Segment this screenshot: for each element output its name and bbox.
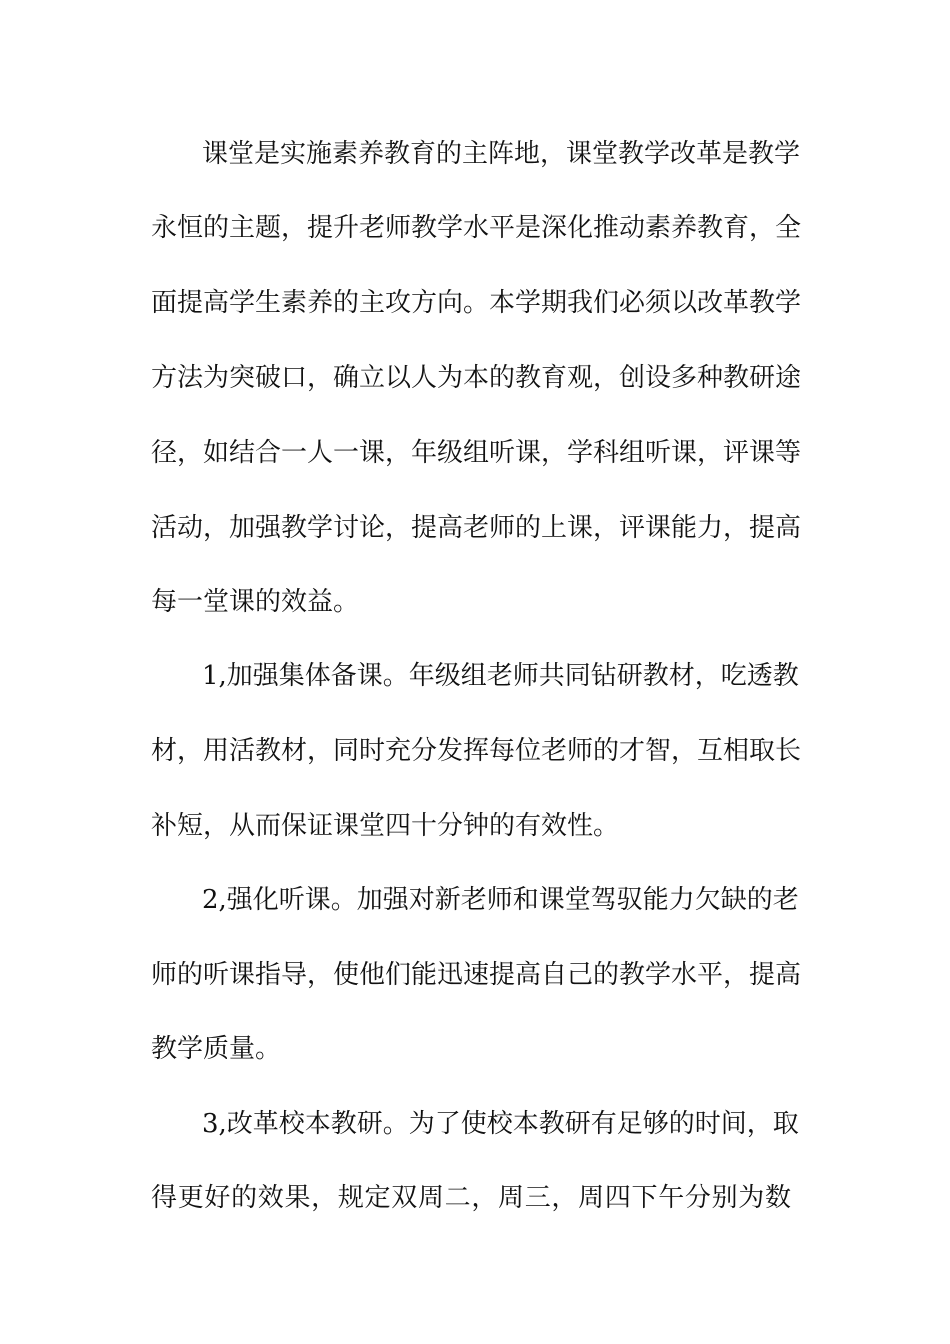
paragraph-3-line-1: 2,强化听课。加强对新老师和课堂驾驭能力欠缺的老 bbox=[202, 885, 799, 915]
paragraph-1-line-1: 课堂是实施素养教育的主阵地，课堂教学改革是教学 bbox=[202, 139, 801, 169]
paragraph-4-line-2: 得更好的效果，规定双周二，周三，周四下午分别为数 bbox=[151, 1183, 791, 1213]
paragraph-2-line-3: 补短，从而保证课堂四十分钟的有效性。 bbox=[151, 811, 620, 841]
paragraph-4-line-1: 3,改革校本教研。为了使校本教研有足够的时间，取 bbox=[202, 1109, 799, 1139]
paragraph-1-line-4: 方法为突破口，确立以人为本的教育观，创设多种教研途 bbox=[151, 363, 802, 393]
paragraph-2-line-2: 材，用活教材，同时充分发挥每位老师的才智，互相取长 bbox=[151, 736, 802, 766]
paragraph-1-line-5: 径，如结合一人一课，年级组听课，学科组听课，评课等 bbox=[151, 438, 802, 468]
paragraph-1-line-2: 永恒的主题，提升老师教学水平是深化推动素养教育，全 bbox=[151, 213, 802, 243]
paragraph-2-line-1: 1,加强集体备课。年级组老师共同钻研教材，吃透教 bbox=[202, 661, 799, 691]
paragraph-1-line-7: 每一堂课的效益。 bbox=[151, 587, 360, 617]
paragraph-1-line-3: 面提高学生素养的主攻方向。本学期我们必须以改革教学 bbox=[151, 288, 802, 318]
paragraph-1-line-6: 活动，加强教学讨论，提高老师的上课，评课能力，提高 bbox=[151, 513, 802, 543]
paragraph-3-line-2: 师的听课指导，使他们能迅速提高自己的教学水平，提高 bbox=[151, 960, 802, 990]
paragraph-3-line-3: 教学质量。 bbox=[151, 1034, 282, 1064]
